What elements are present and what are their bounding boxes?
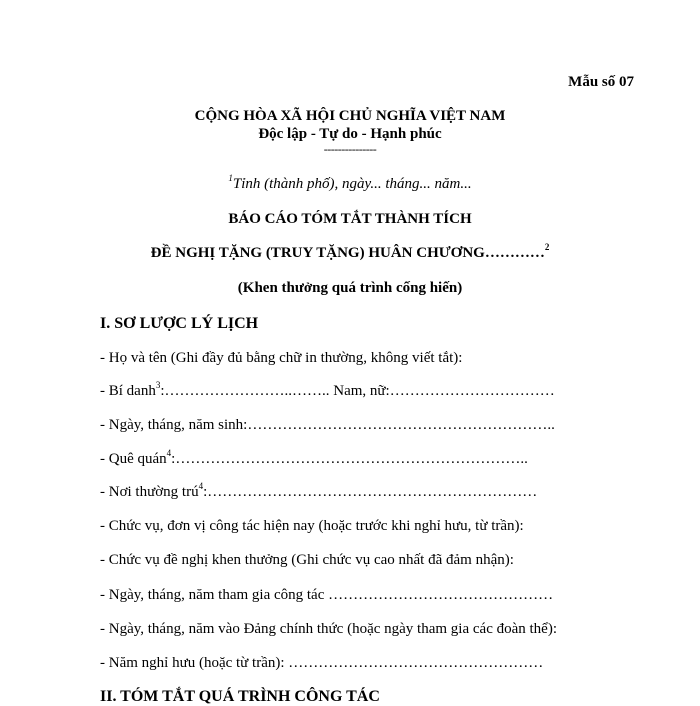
place-date-text: Tỉnh (thành phố), ngày... tháng... năm...	[232, 176, 472, 192]
field-work-start: - Ngày, tháng, năm tham gia công tác ………………………………………	[100, 587, 554, 603]
field-retire: - Năm nghỉ hưu (hoặc từ trần): ……………………………………………	[100, 655, 544, 671]
footnote-mark: 3	[155, 380, 161, 390]
report-title-line2	[0, 242, 700, 262]
field-party-join: - Ngày, tháng, năm vào Đảng chính thức (hoặc ngày tham gia các đoàn thể):	[100, 621, 557, 637]
footnote-mark: 2	[544, 242, 550, 252]
report-title-line2-text: ĐỀ NGHỊ TẶNG (TRUY TẶNG) HUÂN CHƯƠNG…………	[150, 245, 545, 261]
footnote-mark: 4	[166, 448, 172, 458]
field-residence-label: - Nơi thường trú	[100, 484, 199, 500]
section2-heading: II. TÓM TẮT QUÁ TRÌNH CÔNG TÁC	[100, 688, 380, 705]
field-alias-label: - Bí danh	[100, 383, 156, 399]
field-alias-gender	[100, 380, 555, 400]
footnote-mark: 1	[228, 173, 233, 183]
field-hometown-rest: :……………………………………………………………..	[171, 451, 528, 467]
field-hometown-label: - Quê quán	[100, 451, 167, 467]
field-date-of-birth: - Ngày, tháng, năm sinh:……………………………………………………..	[100, 417, 555, 433]
country-header: CỘNG HÒA XÃ HỘI CHỦ NGHĨA VIỆT NAM	[194, 108, 506, 124]
section1-heading: I. SƠ LƯỢC LÝ LỊCH	[100, 315, 259, 332]
form-code: Mẫu số 07	[568, 74, 634, 90]
header-divider: ---------------	[323, 142, 377, 156]
report-subtitle: (Khen thưởng quá trình cống hiến)	[237, 280, 463, 296]
footnote-mark: 4	[198, 481, 204, 491]
field-hometown	[100, 448, 528, 468]
field-current-position: - Chức vụ, đơn vị công tác hiện nay (hoặc trước khi nghỉ hưu, từ trần):	[100, 518, 524, 534]
place-date-line	[0, 173, 700, 193]
field-proposed-position: - Chức vụ đề nghị khen thưởng (Ghi chức vụ cao nhất đã đảm nhận):	[100, 552, 514, 568]
field-residence	[100, 481, 538, 501]
field-residence-rest: :…………………………………………………………	[203, 484, 538, 500]
motto: Độc lập - Tự do - Hạnh phúc	[258, 126, 442, 142]
field-alias-rest: :……………………..…….. Nam, nữ:……………………………	[160, 383, 555, 399]
field-full-name: - Họ và tên (Ghi đầy đủ bằng chữ in thường, không viết tắt):	[100, 350, 463, 366]
report-title: BÁO CÁO TÓM TẮT THÀNH TÍCH	[228, 211, 472, 227]
